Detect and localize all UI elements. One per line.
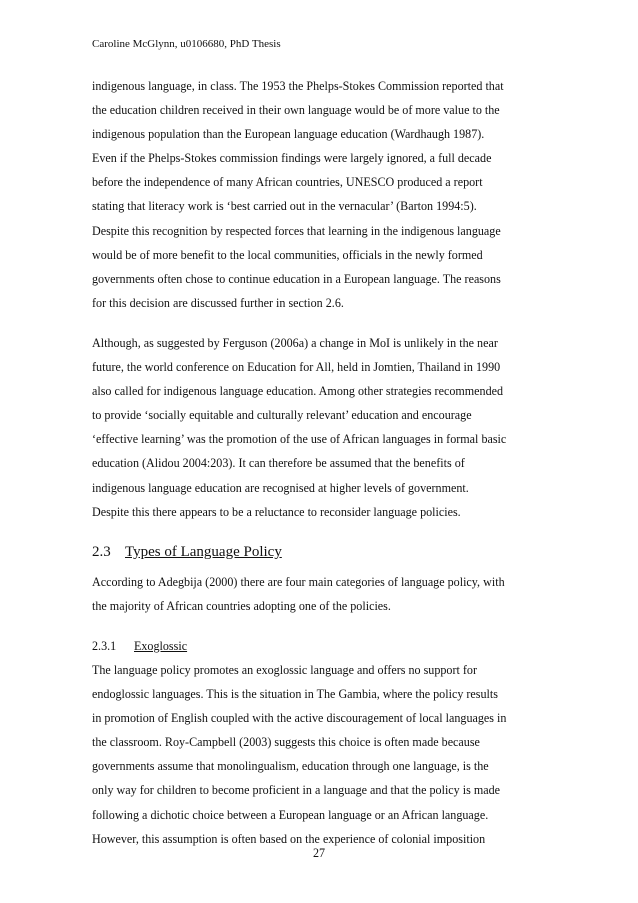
text-line: for this decision are discussed further in section 2.6. [92, 295, 344, 310]
text-line: before the independence of many African countries, UNESCO produced a report [92, 175, 483, 190]
text-line: indigenous population than the European language education (Wardhaugh 1987). [92, 127, 485, 142]
subsection-number: 2.3.1 [92, 638, 117, 653]
text-line: would be of more benefit to the local communities, officials in the newly formed [92, 247, 483, 262]
text-line: stating that literacy work is ‘best carried out in the vernacular’ (Barton 1994:5). [92, 199, 477, 214]
text-line: only way for children to become proficient in a language and that the policy is made [92, 783, 501, 798]
text-line: the majority of African countries adopting one of the policies. [92, 598, 391, 613]
text-line: following a dichotic choice between a European language or an African language. [92, 807, 489, 822]
paragraph-2 [92, 331, 562, 524]
text-line: Despite this recognition by respected forces that learning in the indigenous language [92, 223, 501, 238]
paragraph-gap [92, 315, 562, 331]
paragraph-3 [92, 570, 562, 618]
text-line: ‘effective learning’ was the promotion of the use of African languages in formal basic [92, 432, 507, 447]
section-number: 2.3 [92, 543, 111, 560]
paragraph-gap [92, 524, 562, 540]
paragraph-gap [92, 618, 562, 634]
text-line: in promotion of English coupled with the active discouragement of local languages in [92, 711, 507, 726]
text-line: indigenous language education are recognised at higher levels of government. [92, 480, 469, 495]
text-line: to provide ‘socially equitable and culturally relevant’ education and encourage [92, 408, 472, 423]
section-title: Types of Language Policy [125, 543, 282, 560]
text-line: also called for indigenous language education. Among other strategies recommended [92, 384, 504, 399]
text-line: Even if the Phelps-Stokes commission findings were largely ignored, a full decade [92, 151, 492, 166]
section-heading [92, 540, 562, 570]
text-line: future, the world conference on Education for All, held in Jomtien, Thailand in 1990 [92, 360, 501, 375]
text-line: governments often chose to continue education in a European language. The reasons [92, 271, 501, 286]
page-number: 27 [312, 846, 326, 860]
text-line: education (Alidou 2004:203). It can therefore be assumed that the benefits of [92, 456, 465, 471]
text-line: The language policy promotes an exoglossic language and offers no support for [92, 662, 477, 677]
subsection-heading [92, 634, 562, 658]
text-line: the education children received in their own language would be of more value to the [92, 103, 500, 118]
text-line: governments assume that monolingualism, education through one language, is the [92, 759, 489, 774]
paragraph-4 [92, 658, 562, 851]
text-line: However, this assumption is often based on the experience of colonial imposition [92, 831, 486, 846]
text-line: Although, as suggested by Ferguson (2006a) a change in MoI is unlikely in the near [92, 335, 498, 350]
text-line: Despite this there appears to be a reluctance to reconsider language policies. [92, 504, 461, 519]
paragraph-1 [92, 74, 562, 315]
running-header: Caroline McGlynn, u0106680, PhD Thesis [92, 38, 281, 50]
text-line: the classroom. Roy-Campbell (2003) suggests this choice is often made because [92, 735, 480, 750]
subsection-title: Exoglossic [134, 638, 188, 653]
text-line: endoglossic languages. This is the situation in The Gambia, where the policy results [92, 687, 498, 702]
text-line: indigenous language, in class. The 1953 the Phelps-Stokes Commission reported that [92, 79, 504, 93]
text-line: According to Adegbija (2000) there are four main categories of language policy, with [92, 574, 505, 589]
body-text [92, 74, 562, 851]
